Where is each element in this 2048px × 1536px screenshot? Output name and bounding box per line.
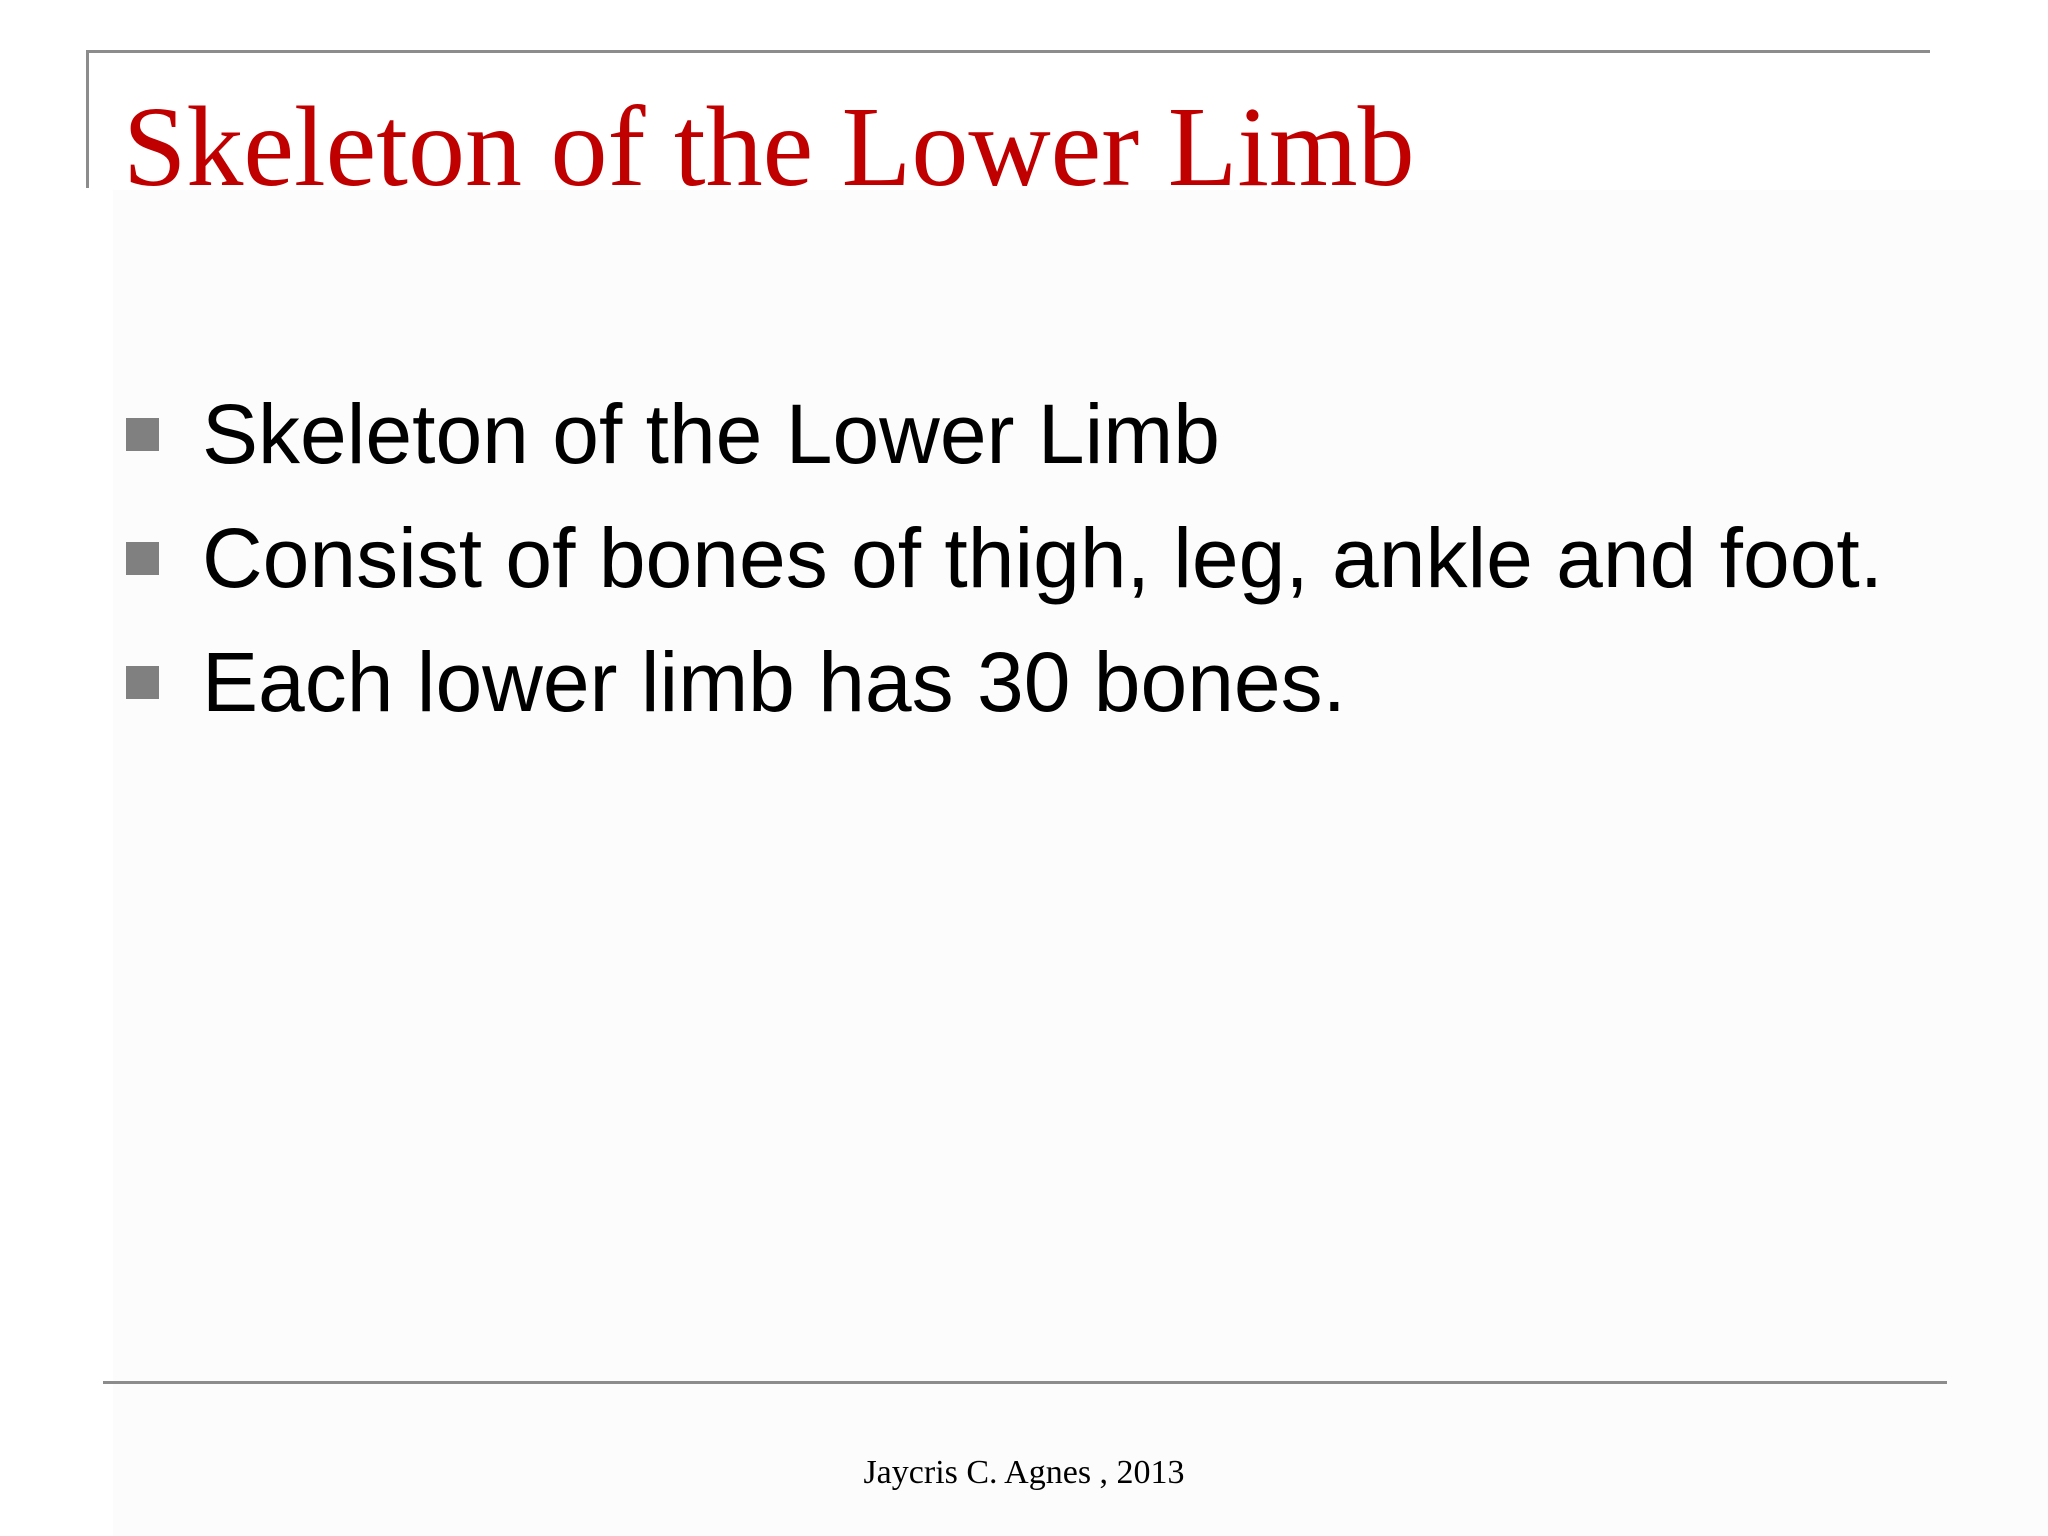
bullet-item xyxy=(126,496,1883,620)
square-bullet-icon xyxy=(126,418,159,451)
slide-title: Skeleton of the Lower Limb xyxy=(123,83,1415,210)
left-divider-line xyxy=(86,50,89,188)
bullet-list xyxy=(126,372,1883,744)
square-bullet-icon xyxy=(126,542,159,575)
square-bullet-icon xyxy=(126,666,159,699)
bullet-text: Consist of bones of thigh, leg, ankle and foot. xyxy=(202,511,1884,605)
bullet-text: Skeleton of the Lower Limb xyxy=(202,387,1220,481)
top-divider-line xyxy=(86,50,1930,53)
bullet-item xyxy=(126,372,1883,496)
bullet-text: Each lower limb has 30 bones. xyxy=(202,635,1346,729)
slide-footer: Jaycris C. Agnes , 2013 xyxy=(863,1454,1185,1491)
bullet-item xyxy=(126,620,1883,744)
bottom-divider-line xyxy=(103,1381,1947,1384)
